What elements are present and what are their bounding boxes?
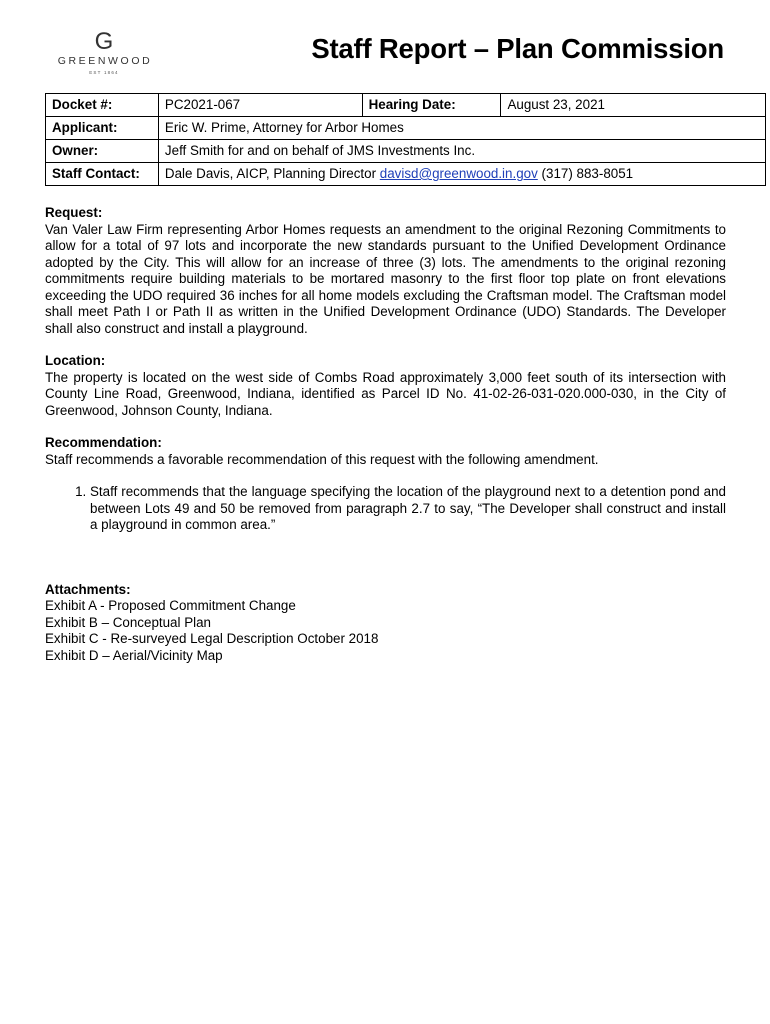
attachment-item: Exhibit B – Conceptual Plan [45,614,211,630]
page-title: Staff Report – Plan Commission [311,33,724,64]
logo-established: EST 1864 [89,70,119,75]
location-body: The property is located on the west side of Combs Road approximately 3,000 feet south of its intersection with County Line Road, Greenwood, Indiana, identified as Parcel ID No. 41-02-26-031-020.000-030, in the City of Greenwood, Johnson County, Indiana. [45,369,726,418]
applicant-value: Eric W. Prime, Attorney for Arbor Homes [158,117,765,140]
table-row [46,163,766,186]
docket-value: PC2021-067 [158,94,362,117]
recommendation-section [45,435,726,534]
location-section [45,353,726,419]
location-heading: Location: [45,353,106,368]
table-row [46,140,766,163]
contact-name: Dale Davis, AICP, Planning Director [164,166,377,181]
owner-label: Owner: [46,140,159,163]
logo-wordmark: GREENWOOD [57,55,153,67]
table-row [46,117,766,140]
hearing-date-value: August 23, 2021 [501,94,766,117]
report-body [45,205,726,664]
attachments-section [45,582,726,665]
contact-email-link[interactable]: davisd@greenwood.in.gov [379,166,538,181]
attachment-item: Exhibit A - Proposed Commitment Change [45,598,296,613]
contact-phone: (317) 883-8051 [541,166,634,181]
attachments-heading: Attachments: [45,581,131,597]
applicant-label: Applicant: [46,117,159,140]
recommendation-body: Staff recommends a favorable recommendation of this request with the following amendment. [45,451,599,467]
staff-contact-value [158,163,765,186]
logo-mark: G [94,28,114,55]
recommendation-heading: Recommendation: [45,435,162,450]
amendment-list [45,484,726,534]
greenwood-logo [52,30,156,75]
docket-label: Docket #: [46,94,159,117]
staff-contact-label: Staff Contact: [46,163,159,186]
hearing-date-label: Hearing Date: [362,94,501,117]
request-body: Van Valer Law Firm representing Arbor Homes requests an amendment to the original Rezoning Commitments to allow for a total of 97 lots and incorporate the new standards pursuant to the Unified Development Ordinance adopted by the City. This will allow for an increase of three (3) lots. The amendments to the original rezoning commitments require building materials to be mortared masonry to the first floor top plate on front elevations exceeding the UDO required 36 inches for all home models excluding the Craftsman model. The Craftsman model shall meet Path I or Path II as written in the Unified Development Ordinance (UDO) Standards. The Developer shall also construct and install a playground. [45,221,726,336]
request-heading: Request: [45,205,103,220]
attachment-item: Exhibit C - Re-surveyed Legal Description October 2018 [45,631,379,646]
request-section [45,205,726,337]
list-item: 1. Staff recommends that the language specifying the location of the playground next to a detention pond and between Lots 49 and 50 be removed from paragraph 2.7 to say, “The Developer shall construct and install a playground in common area.” [90,484,726,534]
docket-info-table [45,93,766,186]
attachment-item: Exhibit D – Aerial/Vicinity Map [45,647,223,663]
owner-value: Jeff Smith for and on behalf of JMS Investments Inc. [158,140,765,163]
table-row [46,94,766,117]
